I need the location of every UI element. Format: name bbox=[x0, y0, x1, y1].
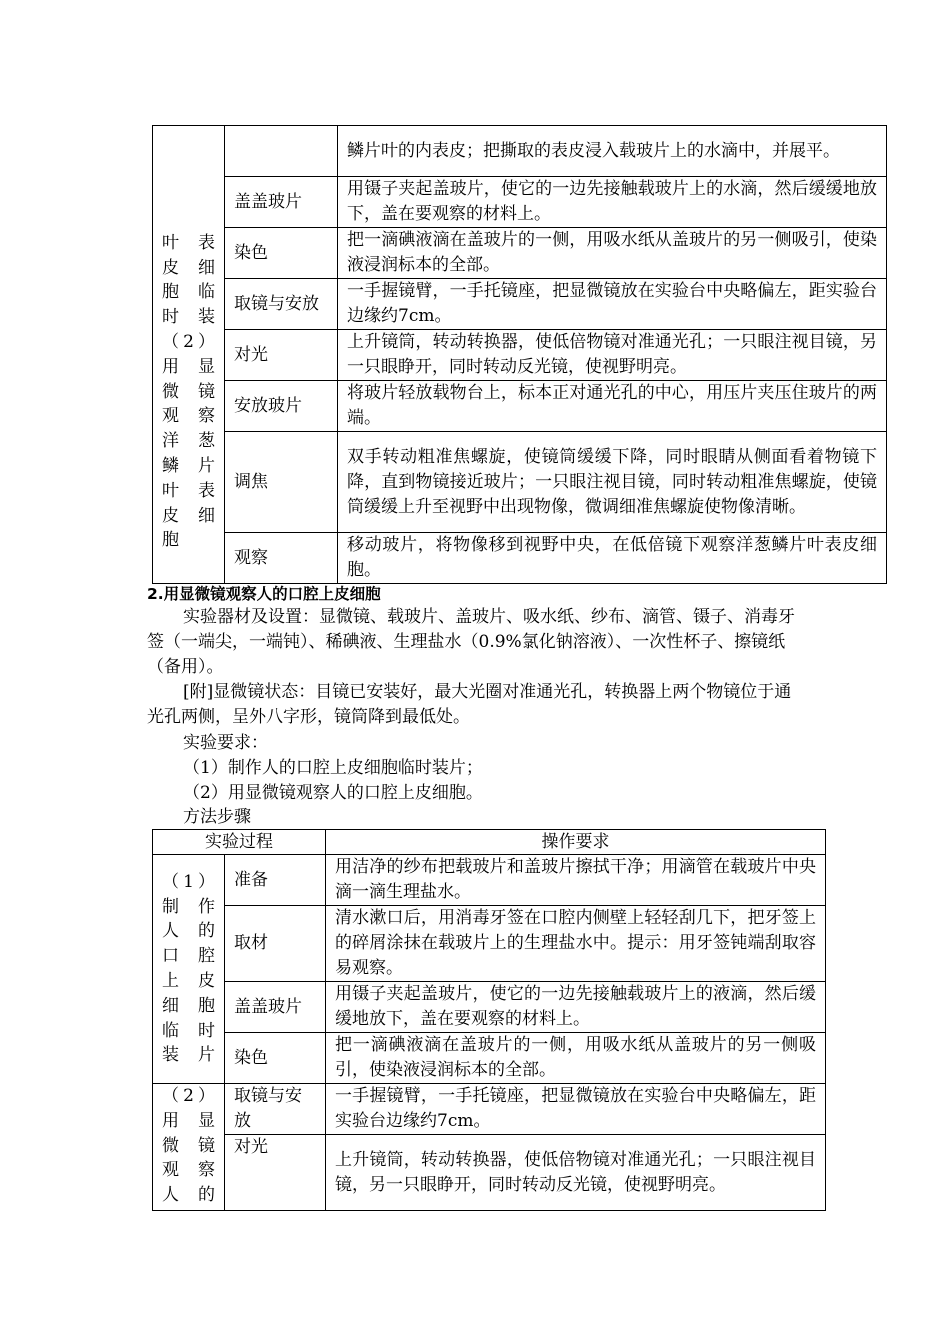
step-cell: 盖盖玻片 bbox=[225, 177, 338, 228]
process-label-line: 口 腔 bbox=[162, 946, 215, 967]
process-label-line: 皮 细 bbox=[162, 257, 215, 278]
requirement-cell: 将玻片轻放载物台上，标本正对通光孔的中心，用压片夹压住玻片的两端。 bbox=[338, 381, 887, 432]
requirement-cell: 一手握镜臂，一手托镜座，把显微镜放在实验台中央略偏左，距实验台边缘约7cm。 bbox=[326, 1084, 826, 1135]
process-label-line: 微 镜 bbox=[162, 1135, 215, 1156]
step-cell: 取镜与安放 bbox=[225, 279, 338, 330]
step-cell: 染色 bbox=[225, 1033, 326, 1084]
step-cell: 取镜与安放 bbox=[225, 1084, 326, 1135]
step-cell: 对光 bbox=[225, 1135, 326, 1211]
process-label-line: 观 察 bbox=[162, 406, 215, 427]
requirement-cell: 用镊子夹起盖玻片，使它的一边先接触载玻片上的液滴，然后缓缓地放下，盖在要观察的材料上。 bbox=[326, 982, 826, 1033]
process-label-line: 鳞 片 bbox=[162, 455, 215, 476]
process-label-line: 人 的 bbox=[162, 1185, 215, 1206]
process-label-line: 皮 细 bbox=[162, 505, 215, 526]
requirement-cell: 双手转动粗准焦螺旋，使镜筒缓缓下降，同时眼睛从侧面看着物镜下降，直到物镜接近玻片；一只眼注视目镜，同时转动粗准焦螺旋，使镜筒缓缓上升至视野中出现物像，微调细准焦螺旋使物像清晰。 bbox=[338, 432, 887, 533]
requirement-cell: 用镊子夹起盖玻片，使它的一边先接触载玻片上的水滴，然后缓缓地放下，盖在要观察的材料上。 bbox=[338, 177, 887, 228]
requirement-cell: 把一滴碘液滴在盖玻片的一侧，用吸水纸从盖玻片的另一侧吸引，使染液浸润标本的全部。 bbox=[338, 228, 887, 279]
process-label-line: 胞 临 bbox=[162, 282, 215, 303]
method-steps-heading: 方法步骤 bbox=[183, 807, 251, 827]
header-process: 实验过程 bbox=[153, 830, 326, 855]
process-label bbox=[162, 870, 215, 1068]
step-cell: 对光 bbox=[225, 330, 338, 381]
process-label-line: 细 胞 bbox=[162, 995, 215, 1016]
process-label-line: （1） bbox=[162, 871, 215, 892]
requirement-cell: 移动玻片，将物像移到视野中央，在低倍镜下观察洋葱鳞片叶表皮细胞。 bbox=[338, 533, 887, 584]
step-cell: 取材 bbox=[225, 906, 326, 982]
requirements-heading: 实验要求： bbox=[183, 733, 268, 753]
header-requirement: 操作要求 bbox=[326, 830, 826, 855]
microscope-state-paragraph: [附]显微镜状态：目镜已安装好，最大光圈对准通光孔，转换器上两个物镜位于通光孔两侧，呈外八字形，镜筒降到最低处。 bbox=[147, 682, 792, 727]
requirement-cell: 鳞片叶的内表皮；把撕取的表皮浸入载玻片上的水滴中，并展平。 bbox=[338, 126, 887, 177]
section-heading: 2.用显微镜观察人的口腔上皮细胞 bbox=[147, 585, 381, 603]
process-cell-onion bbox=[153, 126, 225, 584]
requirement-cell: 一手握镜臂，一手托镜座，把显微镜放在实验台中央略偏左，距实验台边缘约7cm。 bbox=[338, 279, 887, 330]
procedure-table-onion bbox=[152, 125, 887, 584]
process-label-line: 用 显 bbox=[162, 356, 215, 377]
requirement-item: （2）用显微镜观察人的口腔上皮细胞。 bbox=[183, 783, 483, 803]
process-label-line: 观 察 bbox=[162, 1160, 215, 1181]
process-label-line: 上 皮 bbox=[162, 971, 215, 991]
requirement-cell: 把一滴碘液滴在盖玻片的一侧，用吸水纸从盖玻片的另一侧吸引，使染液浸润标本的全部。 bbox=[326, 1033, 826, 1084]
requirement-cell: 上升镜筒，转动转换器，使低倍物镜对准通光孔；一只眼注视目镜，另一只眼睁开，同时转动反光镜，使视野明亮。 bbox=[326, 1135, 826, 1211]
process-label-line: 临 时 bbox=[162, 1020, 215, 1041]
step-cell: 观察 bbox=[225, 533, 338, 584]
step-cell: 调焦 bbox=[225, 432, 338, 533]
process-label bbox=[162, 1084, 215, 1208]
process-label-line: 制 作 bbox=[162, 896, 215, 917]
process-label-line: 时 装 bbox=[162, 307, 215, 328]
process-label-line: 装片 bbox=[162, 1045, 215, 1066]
step-cell: 盖盖玻片 bbox=[225, 982, 326, 1033]
process-label bbox=[162, 231, 215, 553]
process-label-line: 用 显 bbox=[162, 1110, 215, 1131]
process-label-line: （2） bbox=[162, 332, 215, 352]
process-label-line: （2） bbox=[162, 1086, 215, 1106]
requirement-cell: 上升镜筒，转动转换器，使低倍物镜对准通光孔；一只眼注视目镜，另一只眼睁开，同时转动反光镜，使视野明亮。 bbox=[338, 330, 887, 381]
step-cell: 准备 bbox=[225, 855, 326, 906]
requirement-item: （1）制作人的口腔上皮细胞临时装片； bbox=[183, 758, 483, 778]
step-cell: 安放玻片 bbox=[225, 381, 338, 432]
process-cell-group1 bbox=[153, 855, 225, 1084]
process-label-line: 叶 表 bbox=[162, 480, 215, 501]
step-cell: 染色 bbox=[225, 228, 338, 279]
process-cell-group2 bbox=[153, 1084, 225, 1211]
process-label-line: 微 镜 bbox=[162, 381, 215, 402]
procedure-table-cheek bbox=[152, 829, 826, 1211]
requirement-cell: 用洁净的纱布把载玻片和盖玻片擦拭干净；用滴管在载玻片中央滴一滴生理盐水。 bbox=[326, 855, 826, 906]
process-label-line: 人 的 bbox=[162, 921, 215, 942]
process-label-line: 叶 表 bbox=[162, 232, 215, 253]
requirement-cell: 清水漱口后，用消毒牙签在口腔内侧壁上轻轻刮几下，把牙签上的碎屑涂抹在载玻片上的生理盐水中。提示：用牙签钝端刮取容易观察。 bbox=[326, 906, 826, 982]
materials-paragraph: 实验器材及设置：显微镜、载玻片、盖玻片、吸水纸、纱布、滴管、镊子、消毒牙签（一端尖，一端钝）、稀碘液、生理盐水（0.9%氯化钠溶液）、一次性杯子、擦镜纸（备用）。 bbox=[147, 607, 795, 677]
process-label-line: 洋 葱 bbox=[162, 431, 215, 452]
step-cell bbox=[225, 126, 338, 177]
process-label-line: 胞 bbox=[162, 530, 179, 551]
